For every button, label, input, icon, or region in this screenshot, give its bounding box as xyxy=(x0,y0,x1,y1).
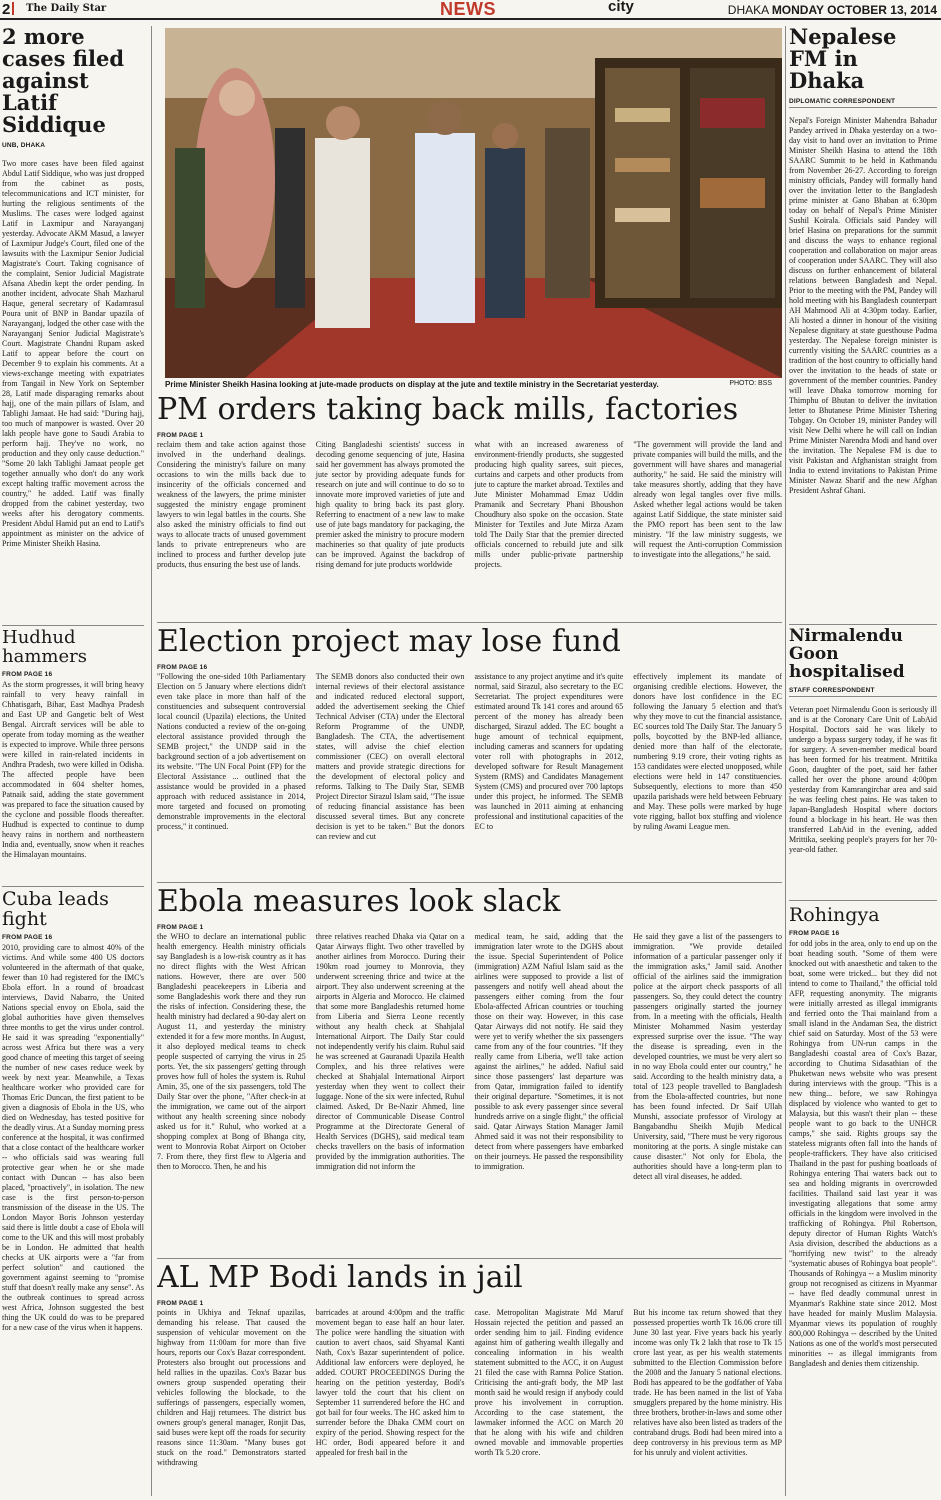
article-col: three relatives reached Dhaka via Qatar on a Qatar Airways flight. Two other travelled by another airlines from Morocco. During their 190km road journey to Monrovia, they underwent screening thrice and twice at the airport. They also underwent screening at the airports in Algeria and Morocco. He claimed that some more Bangladeshis returned home from Liberia and Sierra Leone recently without any health check at Shahjalal International Airport. The Daily Star could not independently verify his claim. Ruhul said he was screened at Gauranadi Upazila Health Complex, and his three relatives were checked at Shahjalal International Airport yesterday when they went to collect their luggage. None of the six were infected, Ruhul claimed. Asked, Dr Be-Nazir Ahmed, line director of Communicable Disease Control Programme at the Directorate General of Health Services (DGHS), said medical team checks travellers on the basis of information provided by the immigration authorities. The immigration did not inform the xyxy=(315,931,465,1171)
article-col: He said they gave a list of the passengers to immigration. "We provide detailed information of a particular passenger only if the immigration asks," Jamil said. Another official of the airlines said the immigration police at the airport check passports of all passengers. So, they could detect the country passengers originally started the journey from. In a meeting with the officials, Health Minister Mohammed Nasim yesterday expressed surprise over the issue. "The way the disease is spreading, even in the developed countries, we must be very alert so in no way Ebola could enter our country," he said. According to the health ministry data, a total of 123 people travelled to Bangladesh from the Ebola-affected countries, but none has been found infected. Dr Saif Ullah Munshi, associate professor of Virology at Bangabandhu Sheikh Mujib Medical University, said, "There must be very rigorous monitoring at the ports. A single mistake can cause disaster." Not only for Ebola, the authorities should have a long-term plan to detect all viral diseases, he added. xyxy=(633,931,782,1181)
news-photo xyxy=(165,28,782,378)
dateline: DHAKA MONDAY OCTOBER 13, 2014 xyxy=(727,3,937,17)
caption-text: Prime Minister Sheikh Hasina looking at jute-made products on display at the jute and textile ministry in the Secretariat yesterday. xyxy=(165,380,659,389)
article-body: As the storm progresses, it will bring heavy rainfall to very heavy rainfall in Chhatisgarh, Bihar, East Madhya Pradesh and East UP and Gangetic belt of West Bengal. Aircraft services will be able to operate from today morning as the weather is expected to improve. While three persons were killed in rain-related incidents in Andhra Pradesh, two were killed in Odisha. The affected people have been accommodated in 604 shelter homes, Patnaik said, adding the state government was prepared to face the situation caused by the cyclone and possible floods thereafter. Hudhud is expected to continue to dump heavy rains in northern and northeastern India and, eventually, snow when it reaches the Himalayan mountains. xyxy=(2,679,144,859)
byline: FROM PAGE 16 xyxy=(789,929,840,937)
article-col: case. Metropolitan Magistrate Md Maruf Hossain rejected the petition and passed an order sending him to jail. Finding evidence against him of gathering wealth illegally and concealing information in his wealth statement submitted to the ACC, it on August 21 filed the case with Ramna Police Station. Criticising the anti-graft body, the MP last month said he would resign if anybody could prove his involvement in corruption. According to the case statement, the lawmaker informed the ACC on March 20 that he along with his wife and children owned movable and immovable properties worth Tk 5.20 crore. xyxy=(474,1307,624,1457)
byline: FROM PAGE 16 xyxy=(2,933,53,941)
article-col: the WHO to declare an international public health emergency. Health ministry officials say Bangladesh is a low-risk country as it has no direct flights with the West African nations. However, there are over 500 Bangladeshi peacekeepers in Liberia and some Bangladeshis work there and they run the risks of infection. Considering these, the health ministry had declared a 90-day alert on August 11, and yesterday the ministry extended it for a few more months. In August, it also deployed medical teams to check people suspected of carrying the virus in 25 ports. Yet, the six passengers' getting through proves how full of holes the system is. Ruhul Amin, 35, one of the six passengers, told The Daily Star over the phone, "After check-in at the immigration, we came out of the airport without any health screening since nobody asked us for it." Ruhul, who worked at a shopping complex at Bong of Bhanga city, went to Monrovia Robat Airport on October 7. From there, they first flew to Algeria and then to Morocco. Then, he and his xyxy=(157,931,306,1171)
article-col: medical team, he said, adding that the immigration later wrote to the DGHS about the issue. Special Superintendent of Police (immigration) AZM Nafiul Islam said as the airlines were supposed to provide a list of passengers and notify well ahead about the passengers either coming from the four Ebola-affected African countries or touching those on their way. However, in this case Qatar Airways did not notify. He said they were yet to verify whether the six passengers came from any of the four countries. "If they really came from Liberia, we'll take action against the airlines," he added. Nafiul said since those passengers' last departure was from Qatar, immigration failed to identify their original departure. "Sometimes, it is not possible to ask every passenger since several hundreds arrive on a single flight," the official said. Qatar Airways Station Manager Jamil Ahmed said it was not their responsibility to detect from where passengers have embarked on their journeys. He passed the responsibility to immigration. xyxy=(474,931,624,1171)
article-col: The SEMB donors also conducted their own internal reviews of their electoral assistance and indicated reduced electoral support, added the advertisement seeking the Chief Technical Adviser (CTA) under the Electoral Reform Programme of the UNDP, Bangladesh. The CTA, the advertisement states, will advise the chief election commissioner (CEC) on overall electoral matters and provide strategic directions for the development of electoral policy and reforms. Talking to The Daily Star, SEMB Project Director Sirazul Islam said, "The issue of reducing financial assistance has been discussed several times. But any concrete decision is yet to be taken." But the donors can review and cut xyxy=(315,671,465,841)
headline: Cuba leads fight xyxy=(2,890,109,930)
masthead: The Daily Star xyxy=(26,3,107,14)
byline: FROM PAGE 1 xyxy=(157,923,204,931)
article-col: Citing Bangladeshi scientists' success in decoding genome sequencing of jute, Hasina said her government has always promoted the jute sector by providing adequate funds for research on jute and will continue to do so to innovate more improved varieties of jute and high quality to bring back its past glory. Referring to enactment of a new law to make use of jute bags mandatory for packaging, the premier asked the ministry to procure modern machineries so that quality of jute products can be improved. Against the backdrop of rising demand for jute products worldwide xyxy=(315,439,465,569)
section-label: NEWS xyxy=(440,0,496,19)
article-col: barricades at around 4:00pm and the traffic movement began to ease half an hour later. The police were handling the situation with caution to avert chaos, said Shyamal Kanti Nath, Cox's Bazar superintendent of police. Additional law enforcers were deployed, he added. COURT PROCEEDINGS During the hearing on the petition yesterday, Bodi's lawyer told the court that his client on September 11 surrendered before the HC and got bail for four weeks. The HC asked him to surrender before the Dhaka CMM court on expiry of the period. Showing respect for the HC order, Bodi appeared before it and appealed for fresh bail in the xyxy=(315,1307,465,1457)
page-number: 2 xyxy=(2,1,14,18)
article-body: Veteran poet Nirmalendu Goon is seriously ill and is at the Coronary Care Unit of LabAid Hospital. Doctors said he was likely to undergo a bypass surgery today, if he was fit for surgery. A seven-member medical board has been formed for his treatment. Mrittika Goon, daughter of the poet, said her father called her over the phone around 4:00pm yesterday from Kamrangirchar area and said he was feeling chest pains. He was taken to Japan-Bangladesh Hospital where doctors found a blockage in his heart. He was then transferred LabAid in the evening, added Mrittika, seeking people's prayers for her 70-year-old father. xyxy=(789,704,937,854)
subsection-label: city xyxy=(608,0,634,15)
article-col: assistance to any project anytime and it's quite normal, said Sirazul, also secretary to the EC Secretariat. The project expenditures were estimated around Tk 141 cores and around 65 percent of the money has already been discharged, Sirazul added. The EC bought a huge amount of technical equipment, including cameras and scanners for updating voter roll with photographs in 2012, developed software for Result Management System (RMS) and Candidates Management System (CMS) and procured over 700 laptops under this project, he informed. The SEMB was launched in 2011 aiming at enhancing professional and institutional capacities of the EC to xyxy=(474,671,624,831)
article-ebola xyxy=(157,886,782,1256)
article-col: "Following the one-sided 10th Parliamentary Election on 5 January where elections didn't even take place in more than half of the constituencies and subsequent controversial local council (Upazila) elections, the United Nations conducted a review of the on-going electoral assistance provided through the SEMB project," the UNDP said in the background section of a job advertisement on its website. "The UN Focal Point (FP) for the Electoral Assistance ... outlined that the assistance would be provided in a phased approach with reduced assistance in 2014, more targeted and focused on promoting demonstrable improvements in the electoral process," it continued. xyxy=(157,671,306,831)
byline: UNB, DHAKA xyxy=(2,142,46,150)
article-election xyxy=(157,626,782,880)
headline: 2 more cases filed against Latif Siddique xyxy=(2,26,125,138)
article-col: "The government will provide the land and private companies will build the mills, and the government will have shares and managerial authority," he said. He said the ministry will take measures shortly, adding that they have already won legal tangles over five mills. Asked whether legal actions would be taken against Latif Siddique, the state minister said the PMO report has been sent to the law ministry. "If the law ministry suggests, we will request the Anti-corruption Commission to investigate into the allegations," he said. xyxy=(633,439,782,559)
article-latif xyxy=(2,26,144,624)
article-bodi xyxy=(157,1262,782,1496)
byline: STAFF CORRESPONDENT xyxy=(789,687,937,697)
article-hudhud xyxy=(2,629,144,884)
headline: Ebola measures look slack xyxy=(157,886,561,919)
headline: Hudhud hammers xyxy=(2,629,87,667)
headline: AL MP Bodi lands in jail xyxy=(157,1262,523,1295)
headline: Nirmalendu Goon hospitalised xyxy=(789,628,905,682)
page-header xyxy=(0,0,941,20)
article-col: what with an increased awareness of environment-friendly products, she suggested producing high quality sarees, suit pieces, curtains and carpets and other products from jute to capture the market abroad. Textiles and Jute Minister Mohammad Emaz Uddin Pramanik and Secretary Phani Bhoushon Choudhury also spoke on the occasion. State Minister for Textiles and Jute Mirza Azam told The Daily Star that the premier directed officials concerned to rebuild jute and silk mills under public-private partnership projects. xyxy=(474,439,624,569)
article-body: Nepal's Foreign Minister Mahendra Bahadur Pandey arrived in Dhaka yesterday on a two-day visit to hand over an invitation to Prime Minister Sheikh Hasina to attend the 18th SAARC Summit to be held in Kathmandu from November 26-27. According to foreign ministry officials, Pandey will formally hand over the invitation letter to the Bangladesh prime minister at Gano Bhaban at 6:30pm today on behalf of Nepal's Prime Minister Sushil Koirala. Officials said Pandey will brief Hasina on preparations for the summit and discuss the ways to enhance regional cooperation and collaboration on major areas of cooperation under SAARC. They will also discuss on further enhancement of bilateral relations between Bangladesh and Nepal. Prior to the meeting with the PM, Pandey will hold meeting with his Bangladesh counterpart AH Mahmood Ali at 4:30pm today. Earlier, Ali hosted a dinner in honour of the visiting Nepalese dignitary at state guesthouse Padma yesterday. The Nepalese foreign minister is currently visiting the SAARC countries as a tradition of the host country to officially hand over the invitation to the heads of state or government of the member countries. Pandey will leave Dhaka tomorrow morning for Thimphu of Bhutan to deliver the invitation letter to Bhutanese Prime Minister Tshering Tobgay. On October 19, minister Pandey will visit New Delhi where he will call on Indian Prime Minister Narendra Modi and hand over the invitation. The Nepalese FM is due to visit Pakistan and Afghanistan straight from India to extend invitations to Pakistan Prime Minister Nawaz Sharif and the new Afghan President Ashraf Ghani. xyxy=(789,116,937,496)
article-col: effectively implement its mandate of organising credible elections. However, the donors have lost confidence in the EC following the January 5 election and that's why they move to cut the financial assistance, EC sources told The Daily Star. The January 5 polls, boycotted by the BNP-led alliance, denied more than half of the electorate, numbering 9.19 crore, their voting rights as 153 candidates were elected unopposed, while elections were held in 147 constituencies. Subsequently, elections to more than 450 upazila parishads were held between February and May. These polls were marked by huge vote rigging, ballot box stuffing and violence by ruling Awami League men. xyxy=(633,671,782,831)
article-cuba xyxy=(2,890,144,1495)
article-pm xyxy=(157,394,782,620)
headline: Election project may lose fund xyxy=(157,626,621,659)
headline: PM orders taking back mills, factories xyxy=(157,394,739,427)
article-col: reclaim them and take action against those involved in the underhand dealings. Considering the ministry's failure on many occasions to win the mills back due to insincerity of the officials concerned and weakness of the lawyers, the prime minister suggested the ministry engage prominent lawyers to win legal battles in the courts. She also asked the ministry officials to find out ways to allocate tracts of unused government lands to private entrepreneurs who are inclined to process and further develop jute products, thus ensuring the best use of lands. xyxy=(157,439,306,569)
article-col: points in Ukhiya and Teknaf upazilas, demanding his release. That caused the suspension of vehicular movement on the highway from 11:00am for more than five hours, reports our Cox's Bazar correspondent. Protesters also brought out processions and held rallies in the upazilas. Cox's Bazar bus owners group suspended operating their vehicles following the blockade, to the sufferings of passengers, especially women, children and Hajj returnees. The district bus owners group's general manager, Ronjit Das, said buses were kept off the roads for security reasons since 11:30am. "Many buses got stuck on the road." Demonstrators started withdrawing xyxy=(157,1307,306,1467)
article-goon xyxy=(789,628,937,898)
photo-caption xyxy=(165,380,782,389)
headline: Nepalese FM in Dhaka xyxy=(789,26,897,94)
article-nepal xyxy=(789,26,937,622)
byline: DIPLOMATIC CORRESPONDENT xyxy=(789,98,937,108)
byline: FROM PAGE 1 xyxy=(157,1299,204,1307)
headline: Rohingya xyxy=(789,906,880,926)
byline: FROM PAGE 1 xyxy=(157,431,204,439)
article-body: Two more cases have been filed against Abdul Latif Siddique, who was just dropped from the cabinet as posts, telecommunications and ICT minister, for hurting the religious sentiments of the Muslims. The cases were lodged against Latif in Laxmipur and Narayanganj yesterday. Advocate AKM Masud, a lawyer of Laxmipur Judge's Court, filed one of the lawsuits with the Laxmipur Senior Judicial Magistrate's Court. Taking cognisance of the complaint, Senior Judicial Magistrate Afsana Abedin kept the order pending. In another incident, advocate Shah Mazharul Haque, general secretary of Kadamrasul Poura unit of BNP in Bandar upazila of Narayanganj, lodged the other case with the Narayanganj Senior Judicial Magistrate's Court. Magistrate Chandni Rupam asked Latif to appear before the court on December 9 to explain his comments. At a views-exchange meeting with expatriates from Tangail in New York on September 28, Latif made disparaging remarks about hajj, one of the main pillars of Islam, and Tablighi Jamaat. He had said: "During hajj, too much of manpower is wasted. Over 20 lakh people have gone to Saudi Arabia to perform hajj. They've no work, no production and they only cause deduction." "Some 20 lakh Tablighi Jamaat people get together annually who don't do any work except halting traffic movement across the country," he added. Latif was finally dropped from the cabinet yesterday, two weeks after his derogatory comments. President Abdul Hamid put an end to Latif's appointment as minister on the advice of Prime Minister Sheikh Hasina. xyxy=(2,159,144,549)
article-rohingya xyxy=(789,906,937,1496)
article-body: for odd jobs in the area, only to end up on the boat heading south. "Some of them were knocked out with anaesthetic and taken to the boat, some were tricked... but they did not intend to come to Thailand," the official told AFP, requesting anonymity. The migrants were initially arrested as illegal immigrants and ferried onto the Thai mainland from a small island in the Andaman Sea, the district chief said on Saturday. Most of the 53 were Rohingya from UN-run camps in the Bangladeshi coastal area of Cox's Bazar, according to Chutima Sidasathian of the Phuketwan news website who was present during interviews with the group. "This is a new thing... before, we saw Rohingya displaced by violence who wanted to get to Malaysia, but this wasn't their plan -- these people want to go back to the UNHCR camps," she said. Rights groups say the stateless migrants often fall into the hands of people-traffickers. They have also criticised Thailand in the past for pushing boatloads of Rohingya entering Thai waters back out to sea and holding migrants in overcrowded facilities. Thailand said last year it was investigating allegations that some army officials in the kingdom were involved in the trafficking of Rohingya. Phil Robertson, deputy director of Human Rights Watch's Asia division, described the abductions as a "horrifying new twist" to the already "systematic abuses of Rohingya boat people". Thousands of Rohingya -- a Muslim minority group not recognised as citizens in Myanmar -- have fled deadly communal unrest in Myanmar's Rakhine state since 2012. Most have headed for mainly Muslim Malaysia. Myanmar views its population of roughly 800,000 Rohingya -- described by the United Nations as one of the world's most persecuted minorities -- as illegal immigrants from Bangladesh and denies them citizenship. xyxy=(789,938,937,1368)
photo-image xyxy=(165,28,782,378)
byline: FROM PAGE 16 xyxy=(2,670,53,678)
article-body: 2010, providing care to almost 40% of the victims. And while some 400 US doctors volunteered in the aftermath of that quake, fewer than 10 had registered for the IMC's Ebola effort. In a round of broadcast interviews, David Nabarro, the United Nations special envoy on Ebola, said the global authorities have given themselves three months to get the virus under control. He said it was spreading "exponentially" across west Africa but there was a very good chance of meeting this target of seeing the number of new cases reduce week by week by next year. Meanwhile, a Texas healthcare worker who provided care for Thomas Eric Duncan, the first patient to be given a diagnosis of Ebola in the US, who died on Wednesday, has tested positive for the deadly virus. At a Sunday morning press conference at the hospital, it was confirmed that a close contact of the healthcare worker -- who officials said was wearing full protective gear when he or she made contact with Duncan -- has also been placed, "proactively", in isolation. The new case is the first person-to-person transmission of the disease in the US. The London Mayor Boris Johnson yesterday said there is little doubt a case of Ebola will come to the UK and this will most probably be in London. He admitted that health checks at UK airports were a "far from perfect solution" and cautioned the government against seeming to "promise stuff that doesn't really make any sense". As the outbreak continues to spread across west Africa, Johnson suggested the best thing the UK could do was to be prepared for a new case of the virus when it happens. xyxy=(2,942,144,1332)
byline: FROM PAGE 16 xyxy=(157,663,208,671)
photo-credit: PHOTO: BSS xyxy=(729,380,772,387)
article-col: But his income tax return showed that they possessed properties worth Tk 16.06 crore till June 30 last year. Five years back his yearly income was only Tk 2 lakh that rose to Tk 15 crore last year, as per his wealth statements submitted to the Election Commission before the 2008 and the January 5 national elections. Bodi has appeared to be the godfather of Yaba trade. He has been named in the list of Yaba smugglers prepared by the home ministry. His three brothers, brother-in-laws and some other relatives have also been listed as traders of the contraband drugs. Bodi had been mired into a deep controversy in his previous term as MP for his unruly and violent activities. xyxy=(633,1307,782,1457)
